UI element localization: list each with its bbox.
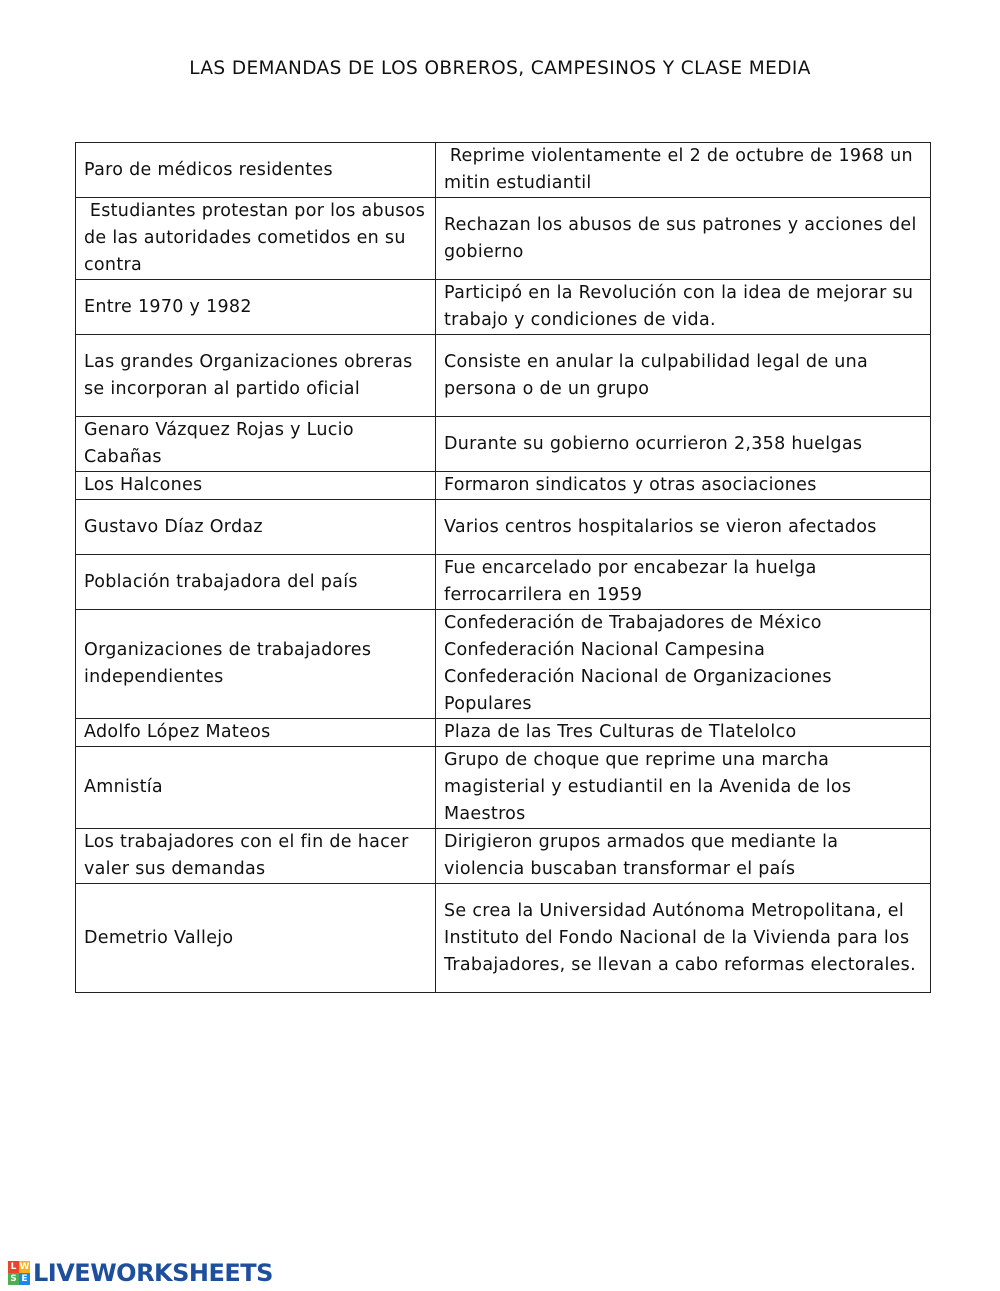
left-cell[interactable]: Los trabajadores con el fin de hacer valer sus demandas [76,829,436,884]
left-cell[interactable]: Gustavo Díaz Ordaz [76,500,436,555]
right-cell[interactable]: Grupo de choque que reprime una marcha magisterial y estudiantil en la Avenida de los Maestros [436,747,931,829]
left-cell[interactable]: Organizaciones de trabajadores independientes [76,610,436,719]
table-row [76,829,931,884]
right-cell[interactable]: Rechazan los abusos de sus patrones y acciones del gobierno [436,198,931,280]
left-cell[interactable]: Demetrio Vallejo [76,884,436,993]
right-cell-line: Confederación Nacional Campesina [444,640,766,660]
right-cell-line: Confederación de Trabajadores de México [444,613,822,633]
right-cell[interactable]: Reprime violentamente el 2 de octubre de 1968 un mitin estudiantil [436,143,931,198]
left-cell[interactable]: Entre 1970 y 1982 [76,280,436,335]
left-cell[interactable]: Amnistía [76,747,436,829]
table-row [76,280,931,335]
right-cell[interactable]: Durante su gobierno ocurrieron 2,358 huelgas [436,417,931,472]
right-cell[interactable]: Dirigieron grupos armados que mediante la violencia buscaban transformar el país [436,829,931,884]
left-cell[interactable]: Estudiantes protestan por los abusos de las autoridades cometidos en su contra [76,198,436,280]
table-row [76,747,931,829]
liveworksheets-logo-icon [8,1261,30,1285]
table-row [76,417,931,472]
worksheet-title: LAS DEMANDAS DE LOS OBREROS, CAMPESINOS Y CLASE MEDIA [189,58,811,79]
right-cell[interactable]: Formaron sindicatos y otras asociaciones [436,472,931,500]
table-row [76,719,931,747]
left-cell[interactable]: Genaro Vázquez Rojas y Lucio Cabañas [76,417,436,472]
table-row [76,143,931,198]
right-cell[interactable]: Plaza de las Tres Culturas de Tlatelolco [436,719,931,747]
table-row [76,335,931,417]
right-cell-line: Confederación Nacional de Organizaciones Populares [444,667,832,714]
liveworksheets-logo[interactable] [8,1258,273,1288]
right-cell[interactable]: Varios centros hospitalarios se vieron afectados [436,500,931,555]
right-cell[interactable]: Consiste en anular la culpabilidad legal de una persona o de un grupo [436,335,931,417]
right-cell[interactable]: Participó en la Revolución con la idea de mejorar su trabajo y condiciones de vida. [436,280,931,335]
left-cell[interactable]: Las grandes Organizaciones obreras se incorporan al partido oficial [76,335,436,417]
table-row [76,472,931,500]
matching-table [75,142,931,993]
logo-mark-letter: E [19,1273,30,1285]
logo-mark-letter: L [8,1261,19,1273]
table-row [76,500,931,555]
table-row [76,610,931,719]
left-cell[interactable]: Adolfo López Mateos [76,719,436,747]
right-cell[interactable]: Fue encarcelado por encabezar la huelga ferrocarrilera en 1959 [436,555,931,610]
table-row [76,198,931,280]
logo-mark-letter: W [19,1262,30,1272]
left-cell[interactable]: Población trabajadora del país [76,555,436,610]
liveworksheets-logo-text: LIVEWORKSHEETS [33,1259,273,1287]
table-row [76,555,931,610]
right-cell[interactable] [436,610,931,719]
right-cell[interactable]: Se crea la Universidad Autónoma Metropolitana, el Instituto del Fondo Nacional de la Vivienda para los Trabajadores, se llevan a cabo reformas electorales. [436,884,931,993]
table-row [76,884,931,993]
left-cell[interactable]: Los Halcones [76,472,436,500]
logo-mark-letter: S [8,1273,19,1285]
left-cell[interactable]: Paro de médicos residentes [76,143,436,198]
